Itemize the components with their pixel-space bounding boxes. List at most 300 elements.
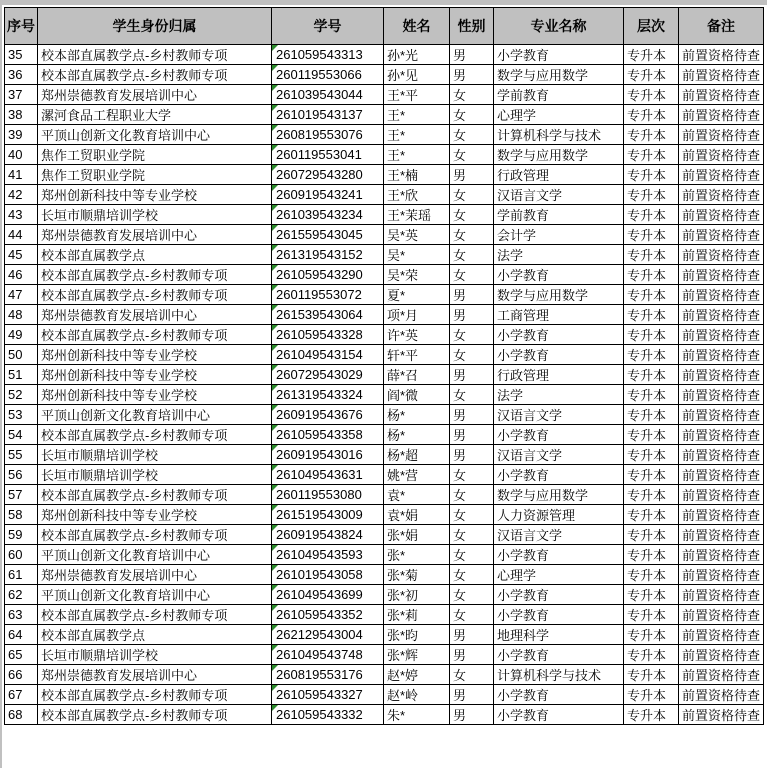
cell-name[interactable]: 张*莉 <box>384 605 450 625</box>
cell-identity[interactable]: 校本部直属教学点-乡村教师专项 <box>38 485 272 505</box>
cell-student-id[interactable] <box>272 445 384 465</box>
number-as-text-flag-icon <box>272 505 278 511</box>
cell-name[interactable]: 孙*光 <box>384 45 450 65</box>
cell-major[interactable]: 人力资源管理 <box>494 505 624 525</box>
cell-remark[interactable]: 前置资格待查 <box>679 285 764 305</box>
cell-gender[interactable]: 男 <box>450 365 494 385</box>
cell-gender[interactable]: 男 <box>450 425 494 445</box>
cell-major[interactable]: 数学与应用数学 <box>494 485 624 505</box>
cell-level[interactable]: 专升本 <box>624 625 679 645</box>
cell-major[interactable]: 汉语言文学 <box>494 405 624 425</box>
cell-student-id[interactable] <box>272 125 384 145</box>
cell-identity[interactable]: 校本部直属教学点-乡村教师专项 <box>38 605 272 625</box>
cell-remark[interactable]: 前置资格待查 <box>679 645 764 665</box>
header-no[interactable]: 序号 <box>5 8 38 45</box>
header-student-id[interactable]: 学号 <box>272 8 384 45</box>
cell-major[interactable]: 小学教育 <box>494 585 624 605</box>
cell-name[interactable]: 王* <box>384 105 450 125</box>
cell-identity[interactable]: 校本部直属教学点-乡村教师专项 <box>38 45 272 65</box>
cell-student-id[interactable] <box>272 325 384 345</box>
cell-identity[interactable]: 郑州创新科技中等专业学校 <box>38 365 272 385</box>
cell-name[interactable]: 王* <box>384 125 450 145</box>
cell-gender[interactable]: 男 <box>450 285 494 305</box>
cell-student-id[interactable] <box>272 385 384 405</box>
cell-identity[interactable]: 校本部直属教学点-乡村教师专项 <box>38 265 272 285</box>
cell-student-id[interactable] <box>272 485 384 505</box>
cell-level[interactable]: 专升本 <box>624 425 679 445</box>
cell-student-id[interactable] <box>272 365 384 385</box>
cell-identity[interactable]: 校本部直属教学点-乡村教师专项 <box>38 325 272 345</box>
cell-gender[interactable]: 男 <box>450 305 494 325</box>
cell-no[interactable]: 45 <box>5 245 38 265</box>
cell-gender[interactable]: 男 <box>450 165 494 185</box>
cell-student-id[interactable] <box>272 345 384 365</box>
cell-level[interactable]: 专升本 <box>624 485 679 505</box>
cell-name[interactable]: 吴*荣 <box>384 265 450 285</box>
cell-identity[interactable]: 焦作工贸职业学院 <box>38 165 272 185</box>
cell-no[interactable]: 68 <box>5 705 38 725</box>
cell-name[interactable]: 阎*微 <box>384 385 450 405</box>
cell-level[interactable]: 专升本 <box>624 405 679 425</box>
cell-remark[interactable]: 前置资格待查 <box>679 125 764 145</box>
cell-identity[interactable]: 校本部直属教学点 <box>38 625 272 645</box>
cell-gender[interactable]: 女 <box>450 85 494 105</box>
cell-name[interactable]: 许*英 <box>384 325 450 345</box>
cell-student-id[interactable] <box>272 145 384 165</box>
cell-level[interactable]: 专升本 <box>624 285 679 305</box>
cell-major[interactable]: 心理学 <box>494 565 624 585</box>
cell-identity[interactable]: 校本部直属教学点-乡村教师专项 <box>38 285 272 305</box>
cell-no[interactable]: 63 <box>5 605 38 625</box>
cell-gender[interactable]: 男 <box>450 625 494 645</box>
cell-remark[interactable]: 前置资格待查 <box>679 465 764 485</box>
cell-name[interactable]: 赵*岭 <box>384 685 450 705</box>
cell-gender[interactable]: 女 <box>450 325 494 345</box>
cell-remark[interactable]: 前置资格待查 <box>679 145 764 165</box>
cell-level[interactable]: 专升本 <box>624 325 679 345</box>
cell-student-id[interactable] <box>272 225 384 245</box>
number-as-text-flag-icon <box>272 665 278 671</box>
cell-identity[interactable]: 长垣市顺鼎培训学校 <box>38 645 272 665</box>
cell-remark[interactable]: 前置资格待查 <box>679 205 764 225</box>
cell-student-id[interactable] <box>272 165 384 185</box>
cell-level[interactable]: 专升本 <box>624 185 679 205</box>
cell-identity[interactable]: 校本部直属教学点-乡村教师专项 <box>38 65 272 85</box>
cell-name[interactable]: 王*平 <box>384 85 450 105</box>
cell-level[interactable]: 专升本 <box>624 365 679 385</box>
cell-no[interactable]: 54 <box>5 425 38 445</box>
number-as-text-flag-icon <box>272 525 278 531</box>
cell-identity[interactable]: 校本部直属教学点-乡村教师专项 <box>38 525 272 545</box>
cell-gender[interactable]: 女 <box>450 185 494 205</box>
cell-no[interactable]: 50 <box>5 345 38 365</box>
header-major[interactable]: 专业名称 <box>494 8 624 45</box>
cell-identity[interactable]: 校本部直属教学点-乡村教师专项 <box>38 425 272 445</box>
cell-remark[interactable]: 前置资格待查 <box>679 685 764 705</box>
cell-name[interactable]: 张*初 <box>384 585 450 605</box>
cell-major[interactable]: 汉语言文学 <box>494 525 624 545</box>
cell-major[interactable]: 学前教育 <box>494 205 624 225</box>
cell-student-id[interactable] <box>272 705 384 725</box>
cell-gender[interactable]: 女 <box>450 205 494 225</box>
cell-no[interactable]: 38 <box>5 105 38 125</box>
cell-student-id[interactable] <box>272 285 384 305</box>
cell-gender[interactable]: 女 <box>450 585 494 605</box>
student-id-text: 261559543045 <box>276 227 363 242</box>
cell-name[interactable]: 赵*婷 <box>384 665 450 685</box>
cell-name[interactable]: 姚*营 <box>384 465 450 485</box>
cell-identity[interactable]: 平顶山创新文化教育培训中心 <box>38 585 272 605</box>
cell-level[interactable]: 专升本 <box>624 665 679 685</box>
cell-remark[interactable]: 前置资格待查 <box>679 105 764 125</box>
cell-student-id[interactable] <box>272 45 384 65</box>
cell-gender[interactable]: 女 <box>450 385 494 405</box>
cell-remark[interactable]: 前置资格待查 <box>679 405 764 425</box>
cell-name[interactable]: 王*欣 <box>384 185 450 205</box>
cell-no[interactable]: 41 <box>5 165 38 185</box>
cell-no[interactable]: 62 <box>5 585 38 605</box>
cell-gender[interactable]: 女 <box>450 665 494 685</box>
cell-remark[interactable]: 前置资格待查 <box>679 665 764 685</box>
cell-name[interactable]: 杨* <box>384 405 450 425</box>
cell-level[interactable]: 专升本 <box>624 345 679 365</box>
header-level[interactable]: 层次 <box>624 8 679 45</box>
table-row <box>5 245 764 265</box>
cell-student-id[interactable] <box>272 105 384 125</box>
cell-remark[interactable]: 前置资格待查 <box>679 185 764 205</box>
cell-remark[interactable]: 前置资格待查 <box>679 505 764 525</box>
cell-gender[interactable]: 男 <box>450 645 494 665</box>
cell-level[interactable]: 专升本 <box>624 225 679 245</box>
cell-name[interactable]: 张* <box>384 545 450 565</box>
cell-major[interactable]: 数学与应用数学 <box>494 285 624 305</box>
cell-identity[interactable]: 郑州创新科技中等专业学校 <box>38 185 272 205</box>
cell-major[interactable]: 学前教育 <box>494 85 624 105</box>
cell-remark[interactable]: 前置资格待查 <box>679 225 764 245</box>
table-row <box>5 345 764 365</box>
cell-major[interactable]: 汉语言文学 <box>494 445 624 465</box>
student-id-text: 260729543029 <box>276 367 363 382</box>
cell-identity[interactable]: 长垣市顺鼎培训学校 <box>38 465 272 485</box>
cell-no[interactable]: 52 <box>5 385 38 405</box>
cell-student-id[interactable] <box>272 425 384 445</box>
cell-level[interactable]: 专升本 <box>624 585 679 605</box>
header-gender[interactable]: 性别 <box>450 8 494 45</box>
cell-student-id[interactable] <box>272 665 384 685</box>
cell-major[interactable]: 小学教育 <box>494 345 624 365</box>
cell-identity[interactable]: 郑州崇德教育发展培训中心 <box>38 305 272 325</box>
cell-identity[interactable]: 平顶山创新文化教育培训中心 <box>38 405 272 425</box>
cell-level[interactable]: 专升本 <box>624 565 679 585</box>
cell-level[interactable]: 专升本 <box>624 685 679 705</box>
cell-major[interactable]: 地理科学 <box>494 625 624 645</box>
cell-identity[interactable]: 郑州崇德教育发展培训中心 <box>38 85 272 105</box>
cell-identity[interactable]: 校本部直属教学点-乡村教师专项 <box>38 705 272 725</box>
header-remark[interactable]: 备注 <box>679 8 764 45</box>
cell-no[interactable]: 49 <box>5 325 38 345</box>
table-row <box>5 545 764 565</box>
cell-no[interactable]: 51 <box>5 365 38 385</box>
cell-level[interactable]: 专升本 <box>624 105 679 125</box>
cell-gender[interactable]: 女 <box>450 485 494 505</box>
cell-no[interactable]: 39 <box>5 125 38 145</box>
cell-no[interactable]: 46 <box>5 265 38 285</box>
cell-student-id[interactable] <box>272 65 384 85</box>
cell-identity[interactable]: 郑州崇德教育发展培训中心 <box>38 225 272 245</box>
cell-remark[interactable]: 前置资格待查 <box>679 485 764 505</box>
cell-name[interactable]: 张*辉 <box>384 645 450 665</box>
cell-no[interactable]: 40 <box>5 145 38 165</box>
cell-major[interactable]: 小学教育 <box>494 425 624 445</box>
cell-name[interactable]: 王*茉瑶 <box>384 205 450 225</box>
cell-name[interactable]: 袁*娟 <box>384 505 450 525</box>
cell-major[interactable]: 法学 <box>494 385 624 405</box>
cell-no[interactable]: 53 <box>5 405 38 425</box>
cell-identity[interactable]: 焦作工贸职业学院 <box>38 145 272 165</box>
cell-remark[interactable]: 前置资格待查 <box>679 365 764 385</box>
cell-no[interactable]: 35 <box>5 45 38 65</box>
cell-gender[interactable]: 女 <box>450 125 494 145</box>
cell-level[interactable]: 专升本 <box>624 205 679 225</box>
cell-level[interactable]: 专升本 <box>624 65 679 85</box>
cell-remark[interactable]: 前置资格待查 <box>679 165 764 185</box>
cell-major[interactable]: 小学教育 <box>494 685 624 705</box>
cell-remark[interactable]: 前置资格待查 <box>679 45 764 65</box>
cell-name[interactable]: 王*楠 <box>384 165 450 185</box>
cell-remark[interactable]: 前置资格待查 <box>679 625 764 645</box>
cell-name[interactable]: 袁* <box>384 485 450 505</box>
cell-gender[interactable]: 女 <box>450 105 494 125</box>
cell-no[interactable]: 59 <box>5 525 38 545</box>
cell-identity[interactable]: 郑州创新科技中等专业学校 <box>38 385 272 405</box>
table-row <box>5 105 764 125</box>
header-identity[interactable]: 学生身份归属 <box>38 8 272 45</box>
spreadsheet-margin-left-band <box>0 0 2 768</box>
cell-remark[interactable]: 前置资格待查 <box>679 585 764 605</box>
cell-no[interactable]: 64 <box>5 625 38 645</box>
cell-student-id[interactable] <box>272 625 384 645</box>
cell-level[interactable]: 专升本 <box>624 605 679 625</box>
table-row <box>5 565 764 585</box>
cell-gender[interactable]: 男 <box>450 705 494 725</box>
cell-major[interactable]: 法学 <box>494 245 624 265</box>
cell-gender[interactable]: 男 <box>450 685 494 705</box>
cell-name[interactable]: 张*昀 <box>384 625 450 645</box>
cell-name[interactable]: 吴* <box>384 245 450 265</box>
cell-major[interactable]: 小学教育 <box>494 325 624 345</box>
cell-gender[interactable]: 男 <box>450 65 494 85</box>
cell-no[interactable]: 36 <box>5 65 38 85</box>
cell-student-id[interactable] <box>272 645 384 665</box>
cell-gender[interactable]: 女 <box>450 605 494 625</box>
cell-no[interactable]: 43 <box>5 205 38 225</box>
cell-level[interactable]: 专升本 <box>624 305 679 325</box>
cell-level[interactable]: 专升本 <box>624 465 679 485</box>
cell-name[interactable]: 孙*见 <box>384 65 450 85</box>
cell-level[interactable]: 专升本 <box>624 245 679 265</box>
cell-name[interactable]: 夏* <box>384 285 450 305</box>
cell-level[interactable]: 专升本 <box>624 85 679 105</box>
cell-gender[interactable]: 女 <box>450 225 494 245</box>
cell-no[interactable]: 55 <box>5 445 38 465</box>
cell-remark[interactable]: 前置资格待查 <box>679 245 764 265</box>
cell-student-id[interactable] <box>272 525 384 545</box>
cell-no[interactable]: 42 <box>5 185 38 205</box>
cell-identity[interactable]: 平顶山创新文化教育培训中心 <box>38 125 272 145</box>
cell-major[interactable]: 心理学 <box>494 105 624 125</box>
cell-major[interactable]: 汉语言文学 <box>494 185 624 205</box>
cell-no[interactable]: 67 <box>5 685 38 705</box>
cell-identity[interactable]: 校本部直属教学点-乡村教师专项 <box>38 685 272 705</box>
cell-identity[interactable]: 长垣市顺鼎培训学校 <box>38 445 272 465</box>
cell-remark[interactable]: 前置资格待查 <box>679 265 764 285</box>
cell-no[interactable]: 61 <box>5 565 38 585</box>
cell-major[interactable]: 小学教育 <box>494 265 624 285</box>
cell-gender[interactable]: 男 <box>450 45 494 65</box>
cell-level[interactable]: 专升本 <box>624 145 679 165</box>
cell-gender[interactable]: 女 <box>450 145 494 165</box>
cell-major[interactable]: 小学教育 <box>494 605 624 625</box>
table-row <box>5 85 764 105</box>
cell-gender[interactable]: 女 <box>450 565 494 585</box>
cell-student-id[interactable] <box>272 685 384 705</box>
cell-remark[interactable]: 前置资格待查 <box>679 425 764 445</box>
cell-no[interactable]: 44 <box>5 225 38 245</box>
cell-student-id[interactable] <box>272 405 384 425</box>
cell-gender[interactable]: 女 <box>450 265 494 285</box>
cell-name[interactable]: 王* <box>384 145 450 165</box>
cell-major[interactable]: 行政管理 <box>494 365 624 385</box>
cell-level[interactable]: 专升本 <box>624 545 679 565</box>
table-row <box>5 165 764 185</box>
cell-student-id[interactable] <box>272 265 384 285</box>
cell-major[interactable]: 数学与应用数学 <box>494 65 624 85</box>
cell-identity[interactable]: 郑州创新科技中等专业学校 <box>38 505 272 525</box>
cell-remark[interactable]: 前置资格待查 <box>679 65 764 85</box>
cell-name[interactable]: 吴*英 <box>384 225 450 245</box>
cell-remark[interactable]: 前置资格待查 <box>679 325 764 345</box>
cell-level[interactable]: 专升本 <box>624 525 679 545</box>
cell-major[interactable]: 计算机科学与技术 <box>494 125 624 145</box>
cell-gender[interactable]: 男 <box>450 445 494 465</box>
cell-remark[interactable]: 前置资格待查 <box>679 565 764 585</box>
cell-student-id[interactable] <box>272 545 384 565</box>
cell-remark[interactable]: 前置资格待查 <box>679 545 764 565</box>
cell-gender[interactable]: 男 <box>450 405 494 425</box>
cell-no[interactable]: 57 <box>5 485 38 505</box>
cell-student-id[interactable] <box>272 185 384 205</box>
cell-no[interactable]: 47 <box>5 285 38 305</box>
table-row <box>5 405 764 425</box>
cell-student-id[interactable] <box>272 605 384 625</box>
cell-student-id[interactable] <box>272 305 384 325</box>
cell-major[interactable]: 会计学 <box>494 225 624 245</box>
cell-no[interactable]: 60 <box>5 545 38 565</box>
cell-no[interactable]: 66 <box>5 665 38 685</box>
cell-level[interactable]: 专升本 <box>624 645 679 665</box>
cell-student-id[interactable] <box>272 505 384 525</box>
cell-remark[interactable]: 前置资格待查 <box>679 385 764 405</box>
cell-student-id[interactable] <box>272 585 384 605</box>
cell-major[interactable]: 数学与应用数学 <box>494 145 624 165</box>
cell-identity[interactable]: 郑州崇德教育发展培训中心 <box>38 665 272 685</box>
cell-no[interactable]: 58 <box>5 505 38 525</box>
cell-remark[interactable]: 前置资格待查 <box>679 525 764 545</box>
cell-level[interactable]: 专升本 <box>624 385 679 405</box>
cell-name[interactable]: 薛*召 <box>384 365 450 385</box>
cell-level[interactable]: 专升本 <box>624 445 679 465</box>
cell-identity[interactable]: 平顶山创新文化教育培训中心 <box>38 545 272 565</box>
cell-name[interactable]: 张*菊 <box>384 565 450 585</box>
cell-student-id[interactable] <box>272 245 384 265</box>
cell-level[interactable]: 专升本 <box>624 265 679 285</box>
header-name[interactable]: 姓名 <box>384 8 450 45</box>
cell-name[interactable]: 轩*平 <box>384 345 450 365</box>
cell-no[interactable]: 37 <box>5 85 38 105</box>
number-as-text-flag-icon <box>272 65 278 71</box>
cell-major[interactable]: 计算机科学与技术 <box>494 665 624 685</box>
cell-gender[interactable]: 女 <box>450 345 494 365</box>
cell-major[interactable]: 小学教育 <box>494 545 624 565</box>
cell-identity[interactable]: 郑州崇德教育发展培训中心 <box>38 565 272 585</box>
cell-name[interactable]: 杨*超 <box>384 445 450 465</box>
cell-name[interactable]: 项*月 <box>384 305 450 325</box>
number-as-text-flag-icon <box>272 105 278 111</box>
cell-no[interactable]: 48 <box>5 305 38 325</box>
cell-remark[interactable]: 前置资格待查 <box>679 605 764 625</box>
cell-identity[interactable]: 长垣市顺鼎培训学校 <box>38 205 272 225</box>
cell-student-id[interactable] <box>272 85 384 105</box>
cell-remark[interactable]: 前置资格待查 <box>679 705 764 725</box>
cell-level[interactable]: 专升本 <box>624 505 679 525</box>
cell-name[interactable]: 杨* <box>384 425 450 445</box>
cell-student-id[interactable] <box>272 205 384 225</box>
table-body <box>5 45 764 725</box>
cell-gender[interactable]: 女 <box>450 525 494 545</box>
cell-gender[interactable]: 女 <box>450 505 494 525</box>
cell-identity[interactable]: 郑州创新科技中等专业学校 <box>38 345 272 365</box>
cell-no[interactable]: 56 <box>5 465 38 485</box>
cell-major[interactable]: 小学教育 <box>494 45 624 65</box>
cell-identity[interactable]: 校本部直属教学点 <box>38 245 272 265</box>
cell-gender[interactable]: 女 <box>450 465 494 485</box>
student-id-text: 260119553072 <box>276 287 362 302</box>
cell-remark[interactable]: 前置资格待查 <box>679 345 764 365</box>
cell-major[interactable]: 行政管理 <box>494 165 624 185</box>
cell-identity[interactable]: 漯河食品工程职业大学 <box>38 105 272 125</box>
student-id-text: 260119553080 <box>276 487 362 502</box>
cell-name[interactable]: 朱* <box>384 705 450 725</box>
cell-remark[interactable]: 前置资格待查 <box>679 445 764 465</box>
cell-remark[interactable]: 前置资格待查 <box>679 85 764 105</box>
number-as-text-flag-icon <box>272 585 278 591</box>
cell-student-id[interactable] <box>272 565 384 585</box>
cell-name[interactable]: 张*娟 <box>384 525 450 545</box>
cell-level[interactable]: 专升本 <box>624 125 679 145</box>
cell-gender[interactable]: 女 <box>450 245 494 265</box>
cell-major[interactable]: 小学教育 <box>494 645 624 665</box>
cell-level[interactable]: 专升本 <box>624 705 679 725</box>
cell-remark[interactable]: 前置资格待查 <box>679 305 764 325</box>
cell-major[interactable]: 小学教育 <box>494 465 624 485</box>
cell-gender[interactable]: 女 <box>450 545 494 565</box>
cell-level[interactable]: 专升本 <box>624 165 679 185</box>
cell-major[interactable]: 小学教育 <box>494 705 624 725</box>
cell-major[interactable]: 工商管理 <box>494 305 624 325</box>
cell-level[interactable]: 专升本 <box>624 45 679 65</box>
cell-student-id[interactable] <box>272 465 384 485</box>
cell-no[interactable]: 65 <box>5 645 38 665</box>
